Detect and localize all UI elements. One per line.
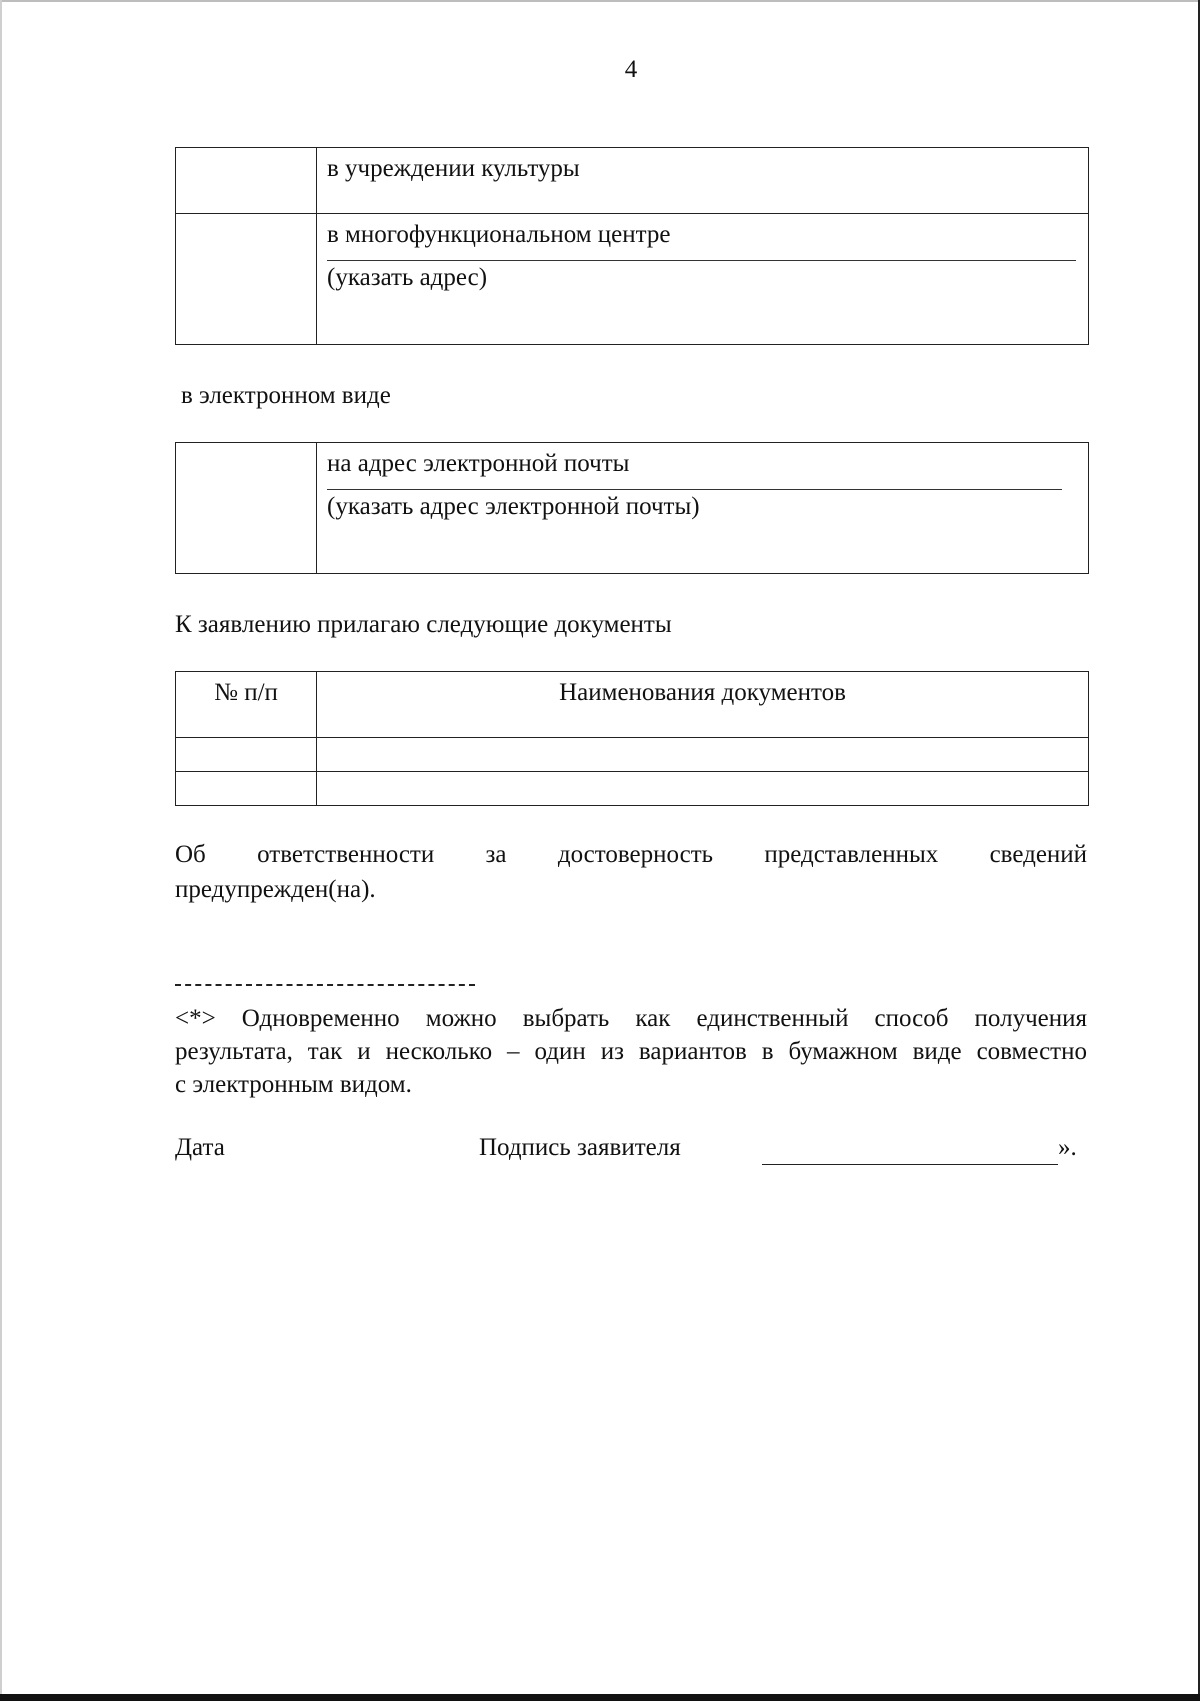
closing-quote: ».: [1058, 1134, 1077, 1161]
email-label: на адрес электронной почты: [327, 450, 630, 477]
signature-line[interactable]: [762, 1164, 1058, 1165]
scan-edge-left: [0, 0, 2, 1701]
email-checkbox-cell[interactable]: [176, 443, 317, 574]
culture-institution-label: в учреждении культуры: [327, 155, 580, 182]
attachment-name-cell[interactable]: [317, 738, 1089, 772]
footnote-line-2: результата, так и несколько – один из вариантов в бумажном виде совместно: [175, 1038, 1087, 1065]
paper-delivery-table: [175, 147, 1089, 345]
table-row: [176, 148, 1089, 214]
electronic-delivery-table: [175, 442, 1089, 574]
mfc-address-hint: (указать адрес): [327, 264, 488, 291]
electronic-delivery-heading: в электронном виде: [181, 382, 391, 409]
table-row: [176, 443, 1089, 574]
footnote-line-1: <*> Одновременно можно выбрать как единственный способ получения: [175, 1005, 1087, 1032]
attachment-number-cell[interactable]: [176, 738, 317, 772]
mfc-label: в многофункциональном центре: [327, 221, 671, 248]
table-header-row: [176, 672, 1089, 738]
responsibility-word: сведений: [989, 841, 1088, 868]
footnote-separator: [175, 984, 475, 986]
attachment-name-cell[interactable]: [317, 772, 1089, 806]
email-hint: (указать адрес электронной почты): [327, 493, 700, 520]
attachments-table: [175, 671, 1089, 806]
table-row: [176, 738, 1089, 772]
responsibility-line-1: [175, 839, 1087, 871]
table-row: [176, 214, 1089, 345]
column-header-document-names: Наименования документов: [317, 672, 1089, 738]
attachment-number-cell[interactable]: [176, 772, 317, 806]
mfc-checkbox-cell[interactable]: [176, 214, 317, 345]
column-header-number: № п/п: [176, 672, 317, 738]
responsibility-word: за: [485, 841, 507, 868]
responsibility-word: представленных: [764, 841, 939, 868]
email-option: [317, 443, 1089, 574]
culture-institution-checkbox-cell[interactable]: [176, 148, 317, 214]
signature-label: Подпись заявителя: [479, 1134, 681, 1161]
attachments-heading: К заявлению прилагаю следующие документы: [175, 611, 672, 638]
scan-edge-bottom: [0, 1694, 1200, 1701]
responsibility-word: ответственности: [257, 841, 435, 868]
responsibility-word: Об: [175, 841, 206, 868]
culture-institution-option: [317, 148, 1089, 214]
mfc-option: [317, 214, 1089, 345]
responsibility-line-2: предупрежден(на).: [175, 876, 376, 903]
date-label: Дата: [175, 1134, 225, 1161]
responsibility-word: достоверность: [557, 841, 714, 868]
scan-edge-top: [0, 0, 1200, 2]
page-number: 4: [624, 56, 638, 83]
footnote-line-3: с электронным видом.: [175, 1071, 412, 1098]
table-row: [176, 772, 1089, 806]
